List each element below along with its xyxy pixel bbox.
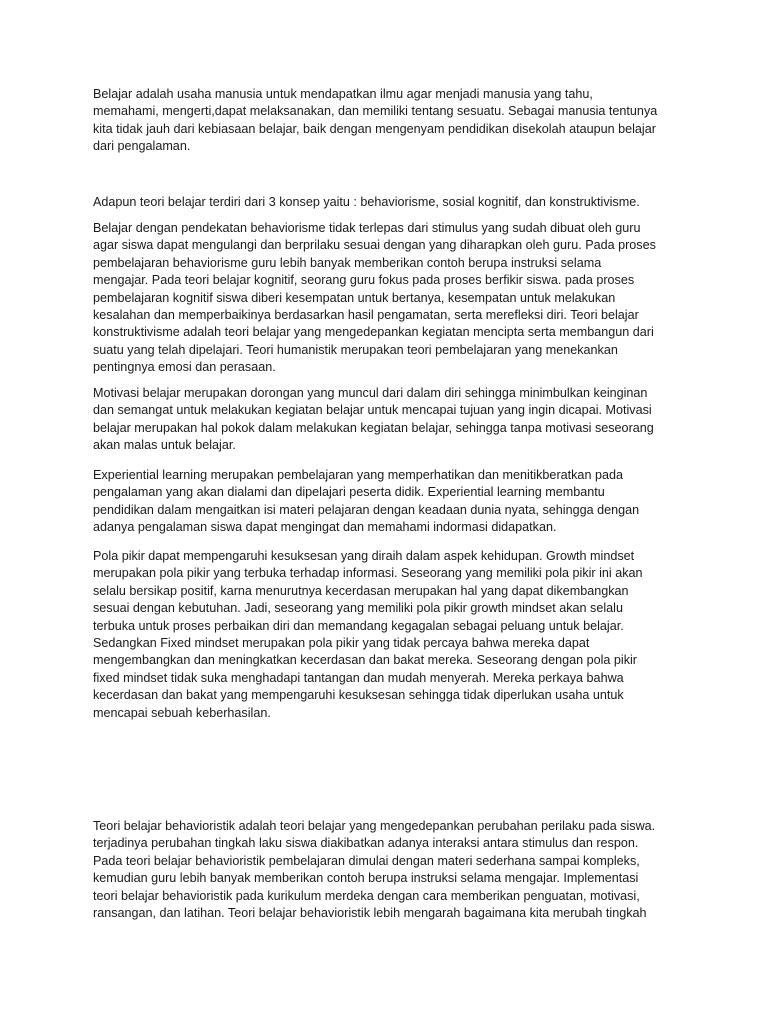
text-line: dari pengalaman. bbox=[93, 139, 191, 154]
text-line: terbuka untuk proses perbaikan diri dan memandang kegagalan sebagai peluang untuk belajar. bbox=[93, 618, 624, 633]
text-line: kesalahan dan memperbaikinya berdasarkan hasil pengamatan, serta merefleksi diri. Teori belajar bbox=[93, 307, 639, 322]
text-line: belajar merupakan hal pokok dalam melakukan kegiatan belajar, sehingga tanpa motivasi seseorang bbox=[93, 420, 654, 435]
text-line: konstruktivisme adalah teori belajar yang mengedepankan kegiatan mencipta serta membangun dari bbox=[93, 325, 654, 340]
text-line: memahami, mengerti,dapat melaksanakan, dan memiliki tentang sesuatu. Sebagai manusia tentunya bbox=[93, 104, 658, 119]
text-line: fixed mindset tidak suka menghadapi tantangan dan mudah menyerah. Mereka perkaya bahwa bbox=[93, 670, 624, 685]
text-line: pengalaman yang akan dialami dan dipelajari peserta didik. Experiential learning membantu bbox=[93, 485, 605, 500]
text-line: Motivasi belajar merupakan dorongan yang muncul dari dalam diri sehingga minimbulkan keinginan bbox=[93, 386, 648, 400]
text-line: dan semangat untuk melakukan kegiatan belajar untuk mencapai tujuan yang ingin dicapai. Motivasi bbox=[93, 403, 652, 418]
text-line: pentingnya emosi dan perasaan. bbox=[93, 360, 276, 375]
text-line: Belajar dengan pendekatan behaviorisme tidak terlepas dari stimulus yang sudah dibuat oleh guru bbox=[93, 221, 641, 235]
text-line: Pola pikir dapat mempengaruhi kesuksesan yang diraih dalam aspek kehidupan. Growth mindset bbox=[93, 549, 635, 563]
paragraph-behaviorisme bbox=[93, 220, 693, 377]
text-line: agar siswa dapat mengulangi dan berprilaku sesuai dengan yang diharapkan oleh guru. Pada proses bbox=[93, 238, 656, 253]
text-line: mengajar. Pada teori belajar kognitif, seorang guru fokus pada proses berfikir siswa. pada proses bbox=[93, 273, 635, 288]
text-line: mengembangkan dan meningkatkan kecerdasan dan bakat mereka. Seseorang dengan pola pikir bbox=[93, 653, 637, 668]
text-line: Teori belajar behavioristik adalah teori belajar yang mengedepankan perubahan perilaku pada siswa. bbox=[93, 819, 656, 833]
text-line: terjadinya perubahan tingkah laku siswa diakibatkan adanya interaksi antara stimulus dan respon. bbox=[93, 836, 639, 851]
text-line: suatu yang telah dipelajari. Teori humanistik merupakan teori pembelajaran yang menekankan bbox=[93, 342, 618, 357]
text-line: merupakan pola pikir yang terbuka terhadap informasi. Seseorang yang memiliki pola pikir ini akan bbox=[93, 566, 643, 581]
paragraph-behavioristik bbox=[93, 818, 693, 922]
text-line: akan malas untuk belajar. bbox=[93, 438, 236, 453]
text-line: Adapun teori belajar terdiri dari 3 konsep yaitu : behaviorisme, sosial kognitif, dan konstruktivisme. bbox=[93, 195, 640, 209]
paragraph-teori-konsep bbox=[93, 194, 693, 211]
text-line: teori belajar behavioristik pada kurikulum merdeka dengan cara memberikan penguatan, motivasi, bbox=[93, 888, 640, 903]
text-line: Pada teori belajar behavioristik pembelajaran dimulai dengan materi sederhana sampai kompleks, bbox=[93, 853, 640, 868]
text-line: adanya pengalaman siswa dapat mengingat dan memahami indormasi didapatkan. bbox=[93, 520, 557, 535]
paragraph-motivasi bbox=[93, 385, 693, 455]
paragraph-pola-pikir bbox=[93, 548, 693, 722]
text-line: Sedangkan Fixed mindset merupakan pola pikir yang tidak percaya bahwa mereka dapat bbox=[93, 635, 590, 650]
text-line: selalu bersikap positif, karna menurutnya kecerdasan merupakan hal yang dapat dikembangkan bbox=[93, 583, 629, 598]
text-line: pembelajaran kognitif siswa diberi kesempatan untuk bertanya, kesempatan untuk melakukan bbox=[93, 290, 616, 305]
text-line: ransangan, dan latihan. Teori belajar behavioristik lebih mengarah bagaimana kita merubah tingkah bbox=[93, 905, 647, 920]
paragraph-belajar-definition bbox=[93, 86, 693, 156]
text-line: pembelajaran behaviorisme guru lebih banyak memberikan contoh berupa instruksi selama bbox=[93, 255, 602, 270]
text-line: Belajar adalah usaha manusia untuk mendapatkan ilmu agar menjadi manusia yang tahu, bbox=[93, 87, 593, 101]
text-line: sesuai dengan kebutuhan. Jadi, seseorang yang memiliki pola pikir growth mindset akan selalu bbox=[93, 601, 623, 616]
text-line: kecerdasan dan bakat yang mempengaruhi kesuksesan sehingga tidak diperlukan usaha untuk bbox=[93, 688, 624, 703]
text-line: kita tidak jauh dari kebiasaan belajar, baik dengan mengenyam pendidikan disekolah ataupun belajar bbox=[93, 121, 656, 136]
text-line: pendidikan dalam mengaitkan isi materi pelajaran dengan keadaan dunia nyata, sehingga dengan bbox=[93, 502, 640, 517]
paragraph-experiential-learning bbox=[93, 467, 693, 537]
text-line: Experiential learning merupakan pembelajaran yang memperhatikan dan menitikberatkan pada bbox=[93, 468, 623, 482]
text-line: kemudian guru lebih banyak memberikan contoh berupa instruksi selama mengajar. Implementasi bbox=[93, 871, 639, 886]
text-line: mencapai sebuah keberhasilan. bbox=[93, 705, 271, 720]
